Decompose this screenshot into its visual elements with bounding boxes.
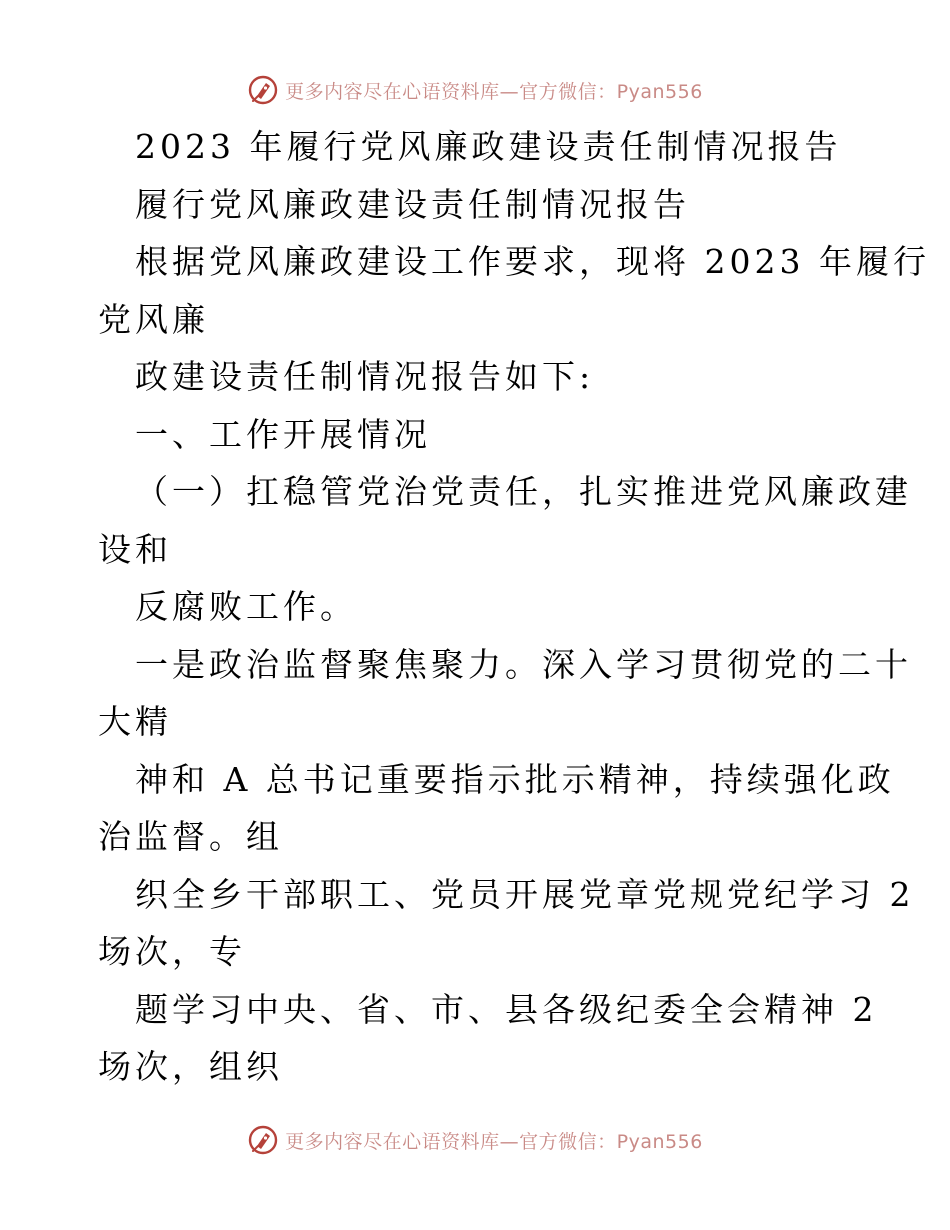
paragraph-line: 根据党风廉政建设工作要求，现将 2023 年履行 [135,242,930,281]
paragraph-line: 神和 A 总书记重要指示批示精神，持续强化政 [135,759,895,799]
document-title: 2023 年履行党风廉政建设责任制情况报告 [135,127,842,166]
paragraph-line: 党风廉 [98,299,209,339]
paragraph-line: 反腐败工作。 [135,587,357,626]
footer-watermark [0,1122,950,1158]
paragraph-line: 题学习中央、省、市、县各级纪委全会精神 2 [135,989,878,1029]
paragraph-line: 大精 [98,702,172,741]
document-body [98,118,930,1096]
paragraph-line: 政建设责任制情况报告如下: [135,357,595,396]
document-subtitle: 履行党风廉政建设责任制情况报告 [135,184,690,224]
paragraph-line: 治监督。组 [98,817,283,856]
watermark-text: 更多内容尽在心语资料库—官方微信：Pyan556 [285,80,703,103]
subsection-heading: （一）扛稳管党治党责任，扎实推进党风廉政建 [135,472,912,511]
pen-nib-logo-icon [247,74,279,106]
paragraph-line: 一是政治监督聚焦聚力。深入学习贯彻党的二十 [135,644,912,684]
paragraph-line: 场次，专 [98,932,246,971]
paragraph-line: 设和 [98,529,172,569]
watermark-text: 更多内容尽在心语资料库—官方微信：Pyan556 [285,1130,703,1153]
header-watermark [0,72,950,108]
paragraph-line: 织全乡干部职工、党员开展党章党规党纪学习 2 [135,874,915,914]
section-heading: 一、工作开展情况 [135,414,431,454]
paragraph-line: 场次，组织 [98,1047,283,1086]
pen-nib-logo-icon [247,1124,279,1156]
